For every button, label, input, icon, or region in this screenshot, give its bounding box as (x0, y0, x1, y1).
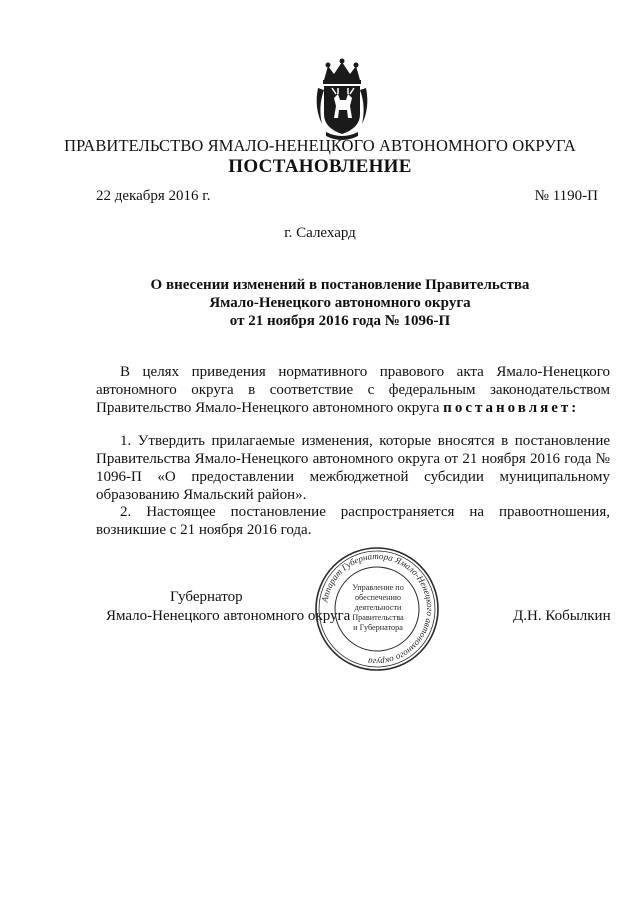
item-1-paragraph: 1. Утвердить прилагаемые изменения, которые вносятся в постановление Правительства Ямало-Ненецкого автономного округа от 21 ноября 2016 года № 1096-П «О предоставлении межбюджетной субсидии муниципальному образованию Ямальский район». (96, 433, 610, 503)
document-subject (120, 276, 560, 330)
signatory-title: Губернатор (170, 589, 243, 605)
seal-line-3: деятельности (354, 603, 402, 612)
document-type: ПОСТАНОВЛЕНИЕ (228, 156, 412, 177)
official-seal-stamp (314, 546, 440, 672)
subject-line-3: от 21 ноября 2016 года № 1096-П (229, 313, 451, 329)
document-city: г. Салехард (284, 225, 356, 241)
seal-line-4: Правительства (352, 613, 404, 622)
item-2-paragraph: 2. Настоящее постановление распространяется на правоотношения, возникшие с 21 ноября 2016 года. (96, 504, 610, 538)
subject-line-2: Ямало-Ненецкого автономного округа (209, 295, 471, 311)
document-date: 22 декабря 2016 г. (96, 188, 211, 204)
seal-line-2: обеспечению (354, 593, 402, 602)
coat-of-arms-emblem-icon (314, 58, 370, 140)
signatory-organization: Ямало-Ненецкого автономного округа (106, 608, 351, 624)
seal-line-1: Управление по (352, 583, 404, 592)
subject-line-1: О внесении изменений в постановление Правительства (150, 277, 530, 293)
intro-text: В целях приведения нормативного правового акта Ямало-Ненецкого автономного округа в соответствие с федеральным законодательством Правительство Ямало-Ненецкого автономного округа (96, 364, 610, 416)
document-number: № 1190-П (534, 188, 598, 204)
seal-outer-text: Аппарат Губернатора Ямало-Ненецкого автономного округа (319, 550, 436, 668)
intro-verb: постановляет: (443, 400, 580, 416)
intro-paragraph (96, 363, 610, 417)
seal-line-5: и Губернатора (353, 623, 403, 632)
signatory-name: Д.Н. Кобылкин (513, 608, 611, 624)
government-title: ПРАВИТЕЛЬСТВО ЯМАЛО-НЕНЕЦКОГО АВТОНОМНОГО ОКРУГА (64, 136, 576, 155)
